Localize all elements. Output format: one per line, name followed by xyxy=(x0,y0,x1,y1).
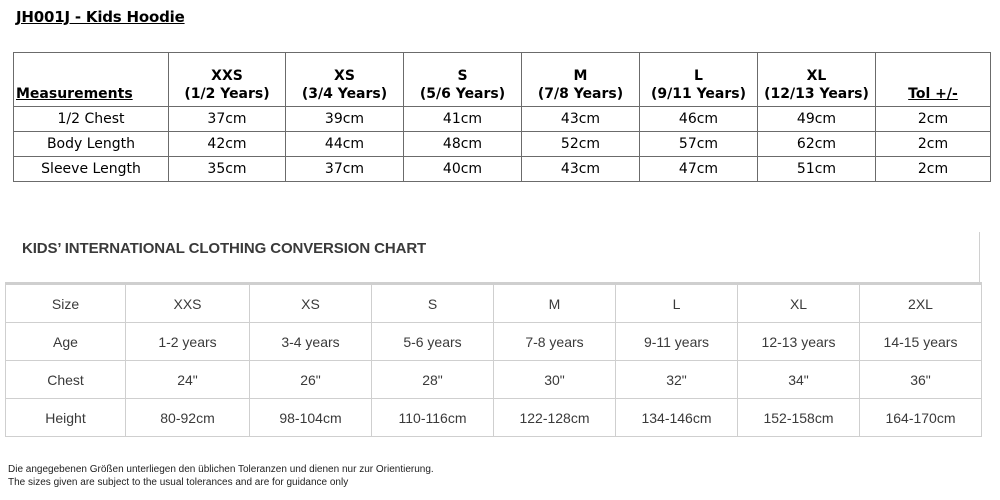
spec-cell: 39cm xyxy=(286,107,404,132)
spec-cell: 46cm xyxy=(640,107,758,132)
spec-tol-cell: 2cm xyxy=(876,132,991,157)
footnote-german: Die angegebenen Größen unterliegen den üblichen Toleranzen und dienen nur zur Orientierung. xyxy=(8,464,434,475)
conversion-row-age xyxy=(6,323,982,361)
spec-row-chest xyxy=(14,107,991,132)
spec-cell: 42cm xyxy=(169,132,286,157)
conversion-cell: 9-11 years xyxy=(616,323,738,361)
conversion-row-size xyxy=(6,284,982,323)
spec-row-label: Body Length xyxy=(14,132,169,157)
spec-row-label: Sleeve Length xyxy=(14,157,169,182)
conversion-cell: XXS xyxy=(126,284,250,323)
conversion-cell: S xyxy=(372,284,494,323)
conversion-cell: L xyxy=(616,284,738,323)
spec-header-measurements: Measurements xyxy=(14,53,169,107)
spec-header-size xyxy=(522,53,640,107)
conversion-row-label: Age xyxy=(6,323,126,361)
conversion-cell: 164-170cm xyxy=(860,399,982,437)
size-years: (9/11 Years) xyxy=(650,86,747,102)
spec-header-size xyxy=(169,53,286,107)
spec-cell: 43cm xyxy=(522,157,640,182)
conversion-cell: 134-146cm xyxy=(616,399,738,437)
spec-cell: 48cm xyxy=(404,132,522,157)
conversion-cell: 2XL xyxy=(860,284,982,323)
conversion-cell: 80-92cm xyxy=(126,399,250,437)
size-code: S xyxy=(457,68,468,84)
conversion-cell: 24" xyxy=(126,361,250,399)
size-years: (7/8 Years) xyxy=(537,86,624,102)
conversion-cell: 122-128cm xyxy=(494,399,616,437)
conversion-cell: 3-4 years xyxy=(250,323,372,361)
conversion-cell: 5-6 years xyxy=(372,323,494,361)
conversion-table xyxy=(5,282,982,437)
size-years: (12/13 Years) xyxy=(764,86,869,102)
conversion-cell: 1-2 years xyxy=(126,323,250,361)
conversion-row-chest xyxy=(6,361,982,399)
spec-cell: 57cm xyxy=(640,132,758,157)
conversion-cell: 36" xyxy=(860,361,982,399)
conversion-cell: 12-13 years xyxy=(738,323,860,361)
conversion-row-label: Size xyxy=(6,284,126,323)
conversion-cell: 28" xyxy=(372,361,494,399)
spec-cell: 41cm xyxy=(404,107,522,132)
conversion-title: KIDS’ INTERNATIONAL CLOTHING CONVERSION CHART xyxy=(22,240,427,257)
spec-cell: 52cm xyxy=(522,132,640,157)
spec-cell: 43cm xyxy=(522,107,640,132)
spec-cell: 44cm xyxy=(286,132,404,157)
conversion-cell: M xyxy=(494,284,616,323)
conversion-cell: 30" xyxy=(494,361,616,399)
conversion-cell: 26" xyxy=(250,361,372,399)
conversion-row-label: Height xyxy=(6,399,126,437)
size-code: XS xyxy=(334,68,355,84)
conversion-cell: 32" xyxy=(616,361,738,399)
conversion-cell: 152-158cm xyxy=(738,399,860,437)
spec-cell: 47cm xyxy=(640,157,758,182)
spec-header-row xyxy=(14,53,991,107)
spec-row-body-length xyxy=(14,132,991,157)
conversion-cell: XL xyxy=(738,284,860,323)
spec-cell: 51cm xyxy=(758,157,876,182)
spec-header-size xyxy=(758,53,876,107)
size-years: (1/2 Years) xyxy=(184,86,270,102)
spec-table xyxy=(13,52,991,182)
conversion-cell: 98-104cm xyxy=(250,399,372,437)
size-code: XXS xyxy=(211,68,243,84)
spec-title: JH001J - Kids Hoodie xyxy=(16,8,185,26)
size-code: XL xyxy=(806,68,827,84)
spec-tol-cell: 2cm xyxy=(876,107,991,132)
size-years: (3/4 Years) xyxy=(301,86,388,102)
spec-tol-cell: 2cm xyxy=(876,157,991,182)
conversion-row-height xyxy=(6,399,982,437)
spec-header-size xyxy=(640,53,758,107)
spec-cell: 37cm xyxy=(286,157,404,182)
spec-header-size xyxy=(404,53,522,107)
spec-row-sleeve-length xyxy=(14,157,991,182)
conversion-title-border xyxy=(979,232,980,282)
conversion-cell: 110-116cm xyxy=(372,399,494,437)
spec-cell: 37cm xyxy=(169,107,286,132)
spec-cell: 49cm xyxy=(758,107,876,132)
conversion-cell: XS xyxy=(250,284,372,323)
size-years: (5/6 Years) xyxy=(419,86,506,102)
size-code: M xyxy=(573,68,588,84)
conversion-row-label: Chest xyxy=(6,361,126,399)
conversion-cell: 14-15 years xyxy=(860,323,982,361)
spec-cell: 35cm xyxy=(169,157,286,182)
conversion-cell: 34" xyxy=(738,361,860,399)
tolerance-label: Tol +/- xyxy=(908,86,958,102)
conversion-chart xyxy=(5,232,980,430)
spec-cell: 40cm xyxy=(404,157,522,182)
spec-cell: 62cm xyxy=(758,132,876,157)
spec-row-label: 1/2 Chest xyxy=(14,107,169,132)
spec-header-tolerance xyxy=(876,53,991,107)
size-code: L xyxy=(694,68,703,84)
footnote-english: The sizes given are subject to the usual tolerances and are for guidance only xyxy=(8,477,349,488)
conversion-cell: 7-8 years xyxy=(494,323,616,361)
spec-header-size xyxy=(286,53,404,107)
